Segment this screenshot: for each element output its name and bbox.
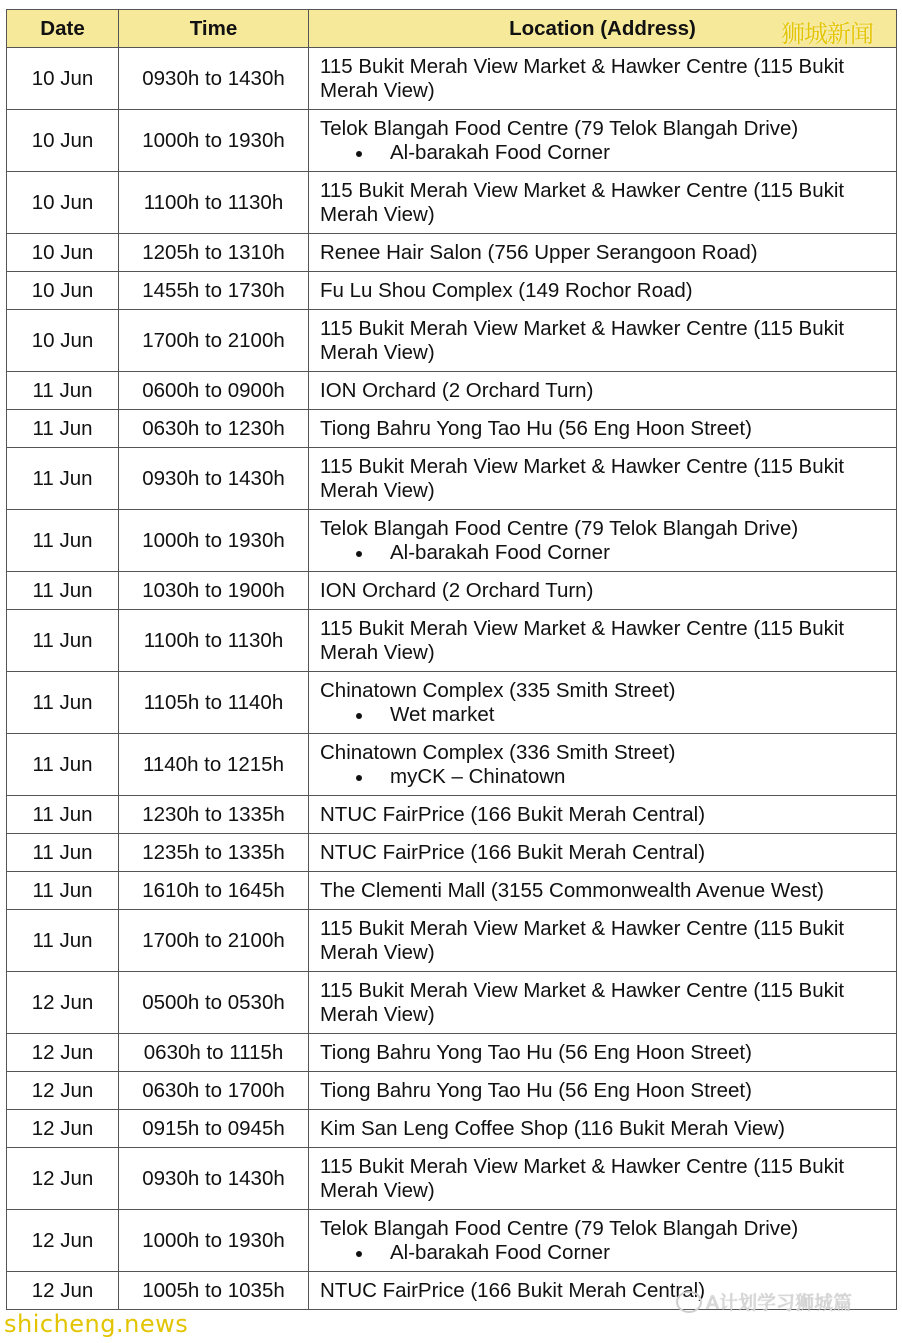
header-date: Date	[7, 10, 119, 48]
table-row	[7, 372, 897, 410]
exposure-table	[6, 9, 897, 1310]
location-text: 115 Bukit Merah View Market & Hawker Centre (115 Bukit Merah View)	[320, 316, 845, 364]
location-sub-bullet: myCK – Chinatown	[320, 765, 886, 789]
table-row	[7, 410, 897, 448]
table-row	[7, 310, 897, 372]
watermark-top-right: 狮城新闻	[781, 20, 873, 48]
location-text: 115 Bukit Merah View Market & Hawker Centre (115 Bukit Merah View)	[320, 1154, 845, 1202]
table-row	[7, 234, 897, 272]
cell-date: 11 Jun	[7, 672, 119, 734]
location-text: Renee Hair Salon (756 Upper Serangoon Road)	[320, 240, 758, 264]
cell-location	[309, 734, 897, 796]
table-row	[7, 1072, 897, 1110]
location-text: NTUC FairPrice (166 Bukit Merah Central)	[320, 1278, 706, 1302]
location-text: Kim San Leng Coffee Shop (116 Bukit Merah View)	[320, 1116, 785, 1140]
cell-location	[309, 372, 897, 410]
table-header-row	[7, 10, 897, 48]
cell-date: 12 Jun	[7, 972, 119, 1034]
cell-time: 1700h to 2100h	[119, 310, 309, 372]
table-row	[7, 1148, 897, 1210]
location-text: Chinatown Complex (336 Smith Street)	[320, 740, 676, 764]
location-text: Tiong Bahru Yong Tao Hu (56 Eng Hoon Street)	[320, 416, 752, 440]
cell-location	[309, 872, 897, 910]
cell-location	[309, 1072, 897, 1110]
cell-location	[309, 1148, 897, 1210]
cell-time: 0630h to 1700h	[119, 1072, 309, 1110]
location-text: ION Orchard (2 Orchard Turn)	[320, 378, 594, 402]
cell-date: 11 Jun	[7, 734, 119, 796]
location-text: Telok Blangah Food Centre (79 Telok Blangah Drive)	[320, 516, 799, 540]
cell-location	[309, 410, 897, 448]
cell-date: 12 Jun	[7, 1072, 119, 1110]
cell-time: 0630h to 1115h	[119, 1034, 309, 1072]
cell-time: 0915h to 0945h	[119, 1110, 309, 1148]
cell-location	[309, 272, 897, 310]
cell-location	[309, 1210, 897, 1272]
cell-date: 11 Jun	[7, 872, 119, 910]
location-sub-bullet: Wet market	[320, 703, 886, 727]
location-text: Telok Blangah Food Centre (79 Telok Blangah Drive)	[320, 116, 799, 140]
location-text: Tiong Bahru Yong Tao Hu (56 Eng Hoon Street)	[320, 1078, 752, 1102]
cell-date: 12 Jun	[7, 1110, 119, 1148]
location-text: Chinatown Complex (335 Smith Street)	[320, 678, 676, 702]
table-row	[7, 834, 897, 872]
location-text: 115 Bukit Merah View Market & Hawker Centre (115 Bukit Merah View)	[320, 178, 845, 226]
cell-time: 1000h to 1930h	[119, 1210, 309, 1272]
cell-time: 0930h to 1430h	[119, 448, 309, 510]
cell-date: 11 Jun	[7, 410, 119, 448]
cell-location	[309, 610, 897, 672]
cell-date: 11 Jun	[7, 510, 119, 572]
watermark-bottom-right-text: A计划学习狮城篇	[706, 1292, 852, 1314]
location-text: Fu Lu Shou Complex (149 Rochor Road)	[320, 278, 693, 302]
cell-time: 1230h to 1335h	[119, 796, 309, 834]
cell-date: 11 Jun	[7, 572, 119, 610]
chat-bubble-icon	[676, 1291, 702, 1313]
cell-time: 0500h to 0530h	[119, 972, 309, 1034]
table-body	[7, 48, 897, 1310]
cell-time: 1000h to 1930h	[119, 110, 309, 172]
cell-location	[309, 48, 897, 110]
cell-location	[309, 910, 897, 972]
table-row	[7, 972, 897, 1034]
cell-date: 10 Jun	[7, 234, 119, 272]
cell-time: 1030h to 1900h	[119, 572, 309, 610]
table-row	[7, 1210, 897, 1272]
location-sub-bullet: Al-barakah Food Corner	[320, 141, 886, 165]
cell-location	[309, 572, 897, 610]
cell-time: 0600h to 0900h	[119, 372, 309, 410]
cell-date: 12 Jun	[7, 1148, 119, 1210]
table-row	[7, 610, 897, 672]
cell-date: 10 Jun	[7, 110, 119, 172]
table-row	[7, 1110, 897, 1148]
cell-time: 1105h to 1140h	[119, 672, 309, 734]
cell-date: 11 Jun	[7, 372, 119, 410]
cell-time: 1205h to 1310h	[119, 234, 309, 272]
location-text: 115 Bukit Merah View Market & Hawker Centre (115 Bukit Merah View)	[320, 916, 845, 964]
cell-location	[309, 234, 897, 272]
table-row	[7, 796, 897, 834]
cell-location	[309, 1034, 897, 1072]
cell-location	[309, 172, 897, 234]
cell-date: 11 Jun	[7, 910, 119, 972]
cell-time: 0930h to 1430h	[119, 1148, 309, 1210]
cell-time: 1100h to 1130h	[119, 172, 309, 234]
table-row	[7, 48, 897, 110]
cell-date: 12 Jun	[7, 1034, 119, 1072]
location-text: 115 Bukit Merah View Market & Hawker Centre (115 Bukit Merah View)	[320, 978, 845, 1026]
cell-time: 0930h to 1430h	[119, 48, 309, 110]
location-text: 115 Bukit Merah View Market & Hawker Centre (115 Bukit Merah View)	[320, 454, 845, 502]
cell-location	[309, 510, 897, 572]
cell-time: 1455h to 1730h	[119, 272, 309, 310]
cell-date: 10 Jun	[7, 310, 119, 372]
cell-date: 10 Jun	[7, 48, 119, 110]
location-text: ION Orchard (2 Orchard Turn)	[320, 578, 594, 602]
location-text: Telok Blangah Food Centre (79 Telok Blangah Drive)	[320, 1216, 799, 1240]
cell-time: 1000h to 1930h	[119, 510, 309, 572]
location-text: 115 Bukit Merah View Market & Hawker Centre (115 Bukit Merah View)	[320, 54, 845, 102]
cell-date: 11 Jun	[7, 448, 119, 510]
header-time: Time	[119, 10, 309, 48]
cell-date: 11 Jun	[7, 610, 119, 672]
cell-location	[309, 796, 897, 834]
table-row	[7, 1034, 897, 1072]
watermark-bottom-left: shicheng.news	[4, 1310, 189, 1338]
table-row	[7, 272, 897, 310]
cell-date: 10 Jun	[7, 172, 119, 234]
location-text: 115 Bukit Merah View Market & Hawker Centre (115 Bukit Merah View)	[320, 616, 845, 664]
cell-time: 1700h to 2100h	[119, 910, 309, 972]
table-row	[7, 910, 897, 972]
cell-location	[309, 448, 897, 510]
cell-location	[309, 110, 897, 172]
table-row	[7, 572, 897, 610]
cell-location	[309, 310, 897, 372]
location-text: NTUC FairPrice (166 Bukit Merah Central)	[320, 802, 706, 826]
table-row	[7, 172, 897, 234]
table-row	[7, 872, 897, 910]
cell-location	[309, 672, 897, 734]
watermark-bottom-right	[676, 1288, 852, 1315]
cell-location	[309, 834, 897, 872]
cell-date: 11 Jun	[7, 796, 119, 834]
cell-date: 12 Jun	[7, 1210, 119, 1272]
cell-date: 10 Jun	[7, 272, 119, 310]
cell-time: 1235h to 1335h	[119, 834, 309, 872]
cell-time: 1610h to 1645h	[119, 872, 309, 910]
location-text: The Clementi Mall (3155 Commonwealth Avenue West)	[320, 878, 825, 902]
table-row	[7, 734, 897, 796]
cell-date: 11 Jun	[7, 834, 119, 872]
location-text: Tiong Bahru Yong Tao Hu (56 Eng Hoon Street)	[320, 1040, 752, 1064]
cell-time: 0630h to 1230h	[119, 410, 309, 448]
table-row	[7, 510, 897, 572]
table-row	[7, 672, 897, 734]
cell-date: 12 Jun	[7, 1272, 119, 1310]
cell-time: 1005h to 1035h	[119, 1272, 309, 1310]
location-sub-bullet: Al-barakah Food Corner	[320, 1241, 886, 1265]
location-text: NTUC FairPrice (166 Bukit Merah Central)	[320, 840, 706, 864]
header-location: Location (Address)	[309, 10, 897, 48]
location-sub-bullet: Al-barakah Food Corner	[320, 541, 886, 565]
cell-location	[309, 1110, 897, 1148]
cell-time: 1100h to 1130h	[119, 610, 309, 672]
cell-location	[309, 972, 897, 1034]
table-row	[7, 110, 897, 172]
cell-time: 1140h to 1215h	[119, 734, 309, 796]
table-row	[7, 448, 897, 510]
